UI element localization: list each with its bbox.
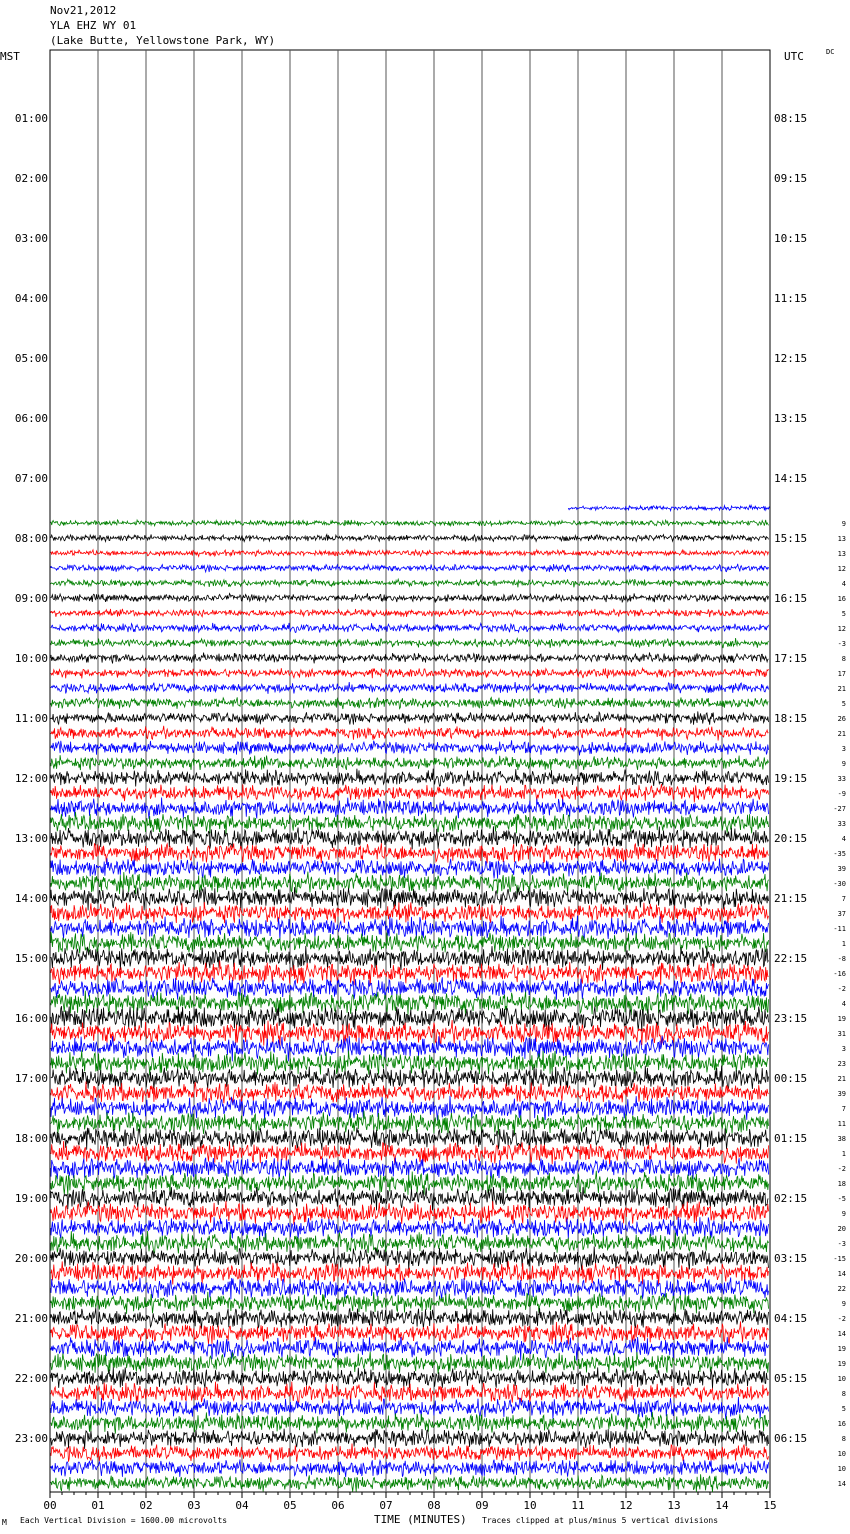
right-hour-label: 12:15 bbox=[774, 352, 808, 365]
left-hour-label: 10:00 bbox=[14, 652, 48, 665]
seismic-trace bbox=[51, 1082, 769, 1104]
right-hour-label: 06:15 bbox=[774, 1432, 808, 1445]
seismic-trace bbox=[51, 535, 769, 542]
trace-offset-label: -2 bbox=[837, 1315, 846, 1323]
left-hour-label: 16:00 bbox=[14, 1012, 48, 1025]
seismic-trace bbox=[51, 623, 769, 633]
trace-offset-label: 5 bbox=[841, 700, 846, 708]
trace-offset-label: -3 bbox=[837, 1240, 846, 1248]
seismic-trace bbox=[51, 609, 769, 617]
seismic-trace bbox=[51, 550, 769, 557]
trace-offset-label: -8 bbox=[837, 955, 846, 963]
trace-offset-label: 14 bbox=[837, 1480, 846, 1488]
trace-offset-label: 7 bbox=[841, 1105, 846, 1113]
trace-offset-label: 22 bbox=[837, 1285, 846, 1293]
seismic-trace bbox=[51, 652, 769, 663]
trace-offset-label: 4 bbox=[841, 835, 846, 843]
trace-offset-label: 1 bbox=[841, 940, 846, 948]
trace-offset-label: 33 bbox=[837, 775, 846, 783]
seismic-trace bbox=[51, 564, 769, 572]
right-hour-label: 11:15 bbox=[774, 292, 808, 305]
seismic-trace bbox=[51, 1352, 769, 1374]
trace-offset-label: 19 bbox=[837, 1015, 846, 1023]
trace-offset-label: 4 bbox=[841, 1000, 846, 1008]
seismic-trace bbox=[51, 1187, 769, 1210]
trace-offset-label: 3 bbox=[841, 1045, 846, 1053]
trace-offset-label: 23 bbox=[837, 1060, 846, 1068]
right-hour-label: 01:15 bbox=[774, 1132, 808, 1145]
x-tick-label: 08 bbox=[427, 1499, 441, 1512]
trace-offset-label: -16 bbox=[833, 970, 846, 978]
seismic-trace bbox=[51, 1066, 769, 1090]
right-hour-label: 18:15 bbox=[774, 712, 808, 725]
seismic-trace bbox=[51, 1382, 769, 1403]
seismic-trace bbox=[51, 1444, 769, 1463]
seismic-trace bbox=[51, 711, 769, 724]
left-hour-label: 20:00 bbox=[14, 1252, 48, 1265]
seismic-trace bbox=[51, 1278, 769, 1300]
trace-offset-label: 4 bbox=[841, 580, 846, 588]
trace-offset-label: 13 bbox=[837, 535, 846, 543]
right-hour-label: 19:15 bbox=[774, 772, 808, 785]
x-tick-label: 01 bbox=[91, 1499, 105, 1512]
trace-offset-label: 1 bbox=[841, 1150, 846, 1158]
trace-offset-label: -27 bbox=[833, 805, 846, 813]
trace-offset-label: 17 bbox=[837, 670, 846, 678]
x-tick-label: 03 bbox=[187, 1499, 201, 1512]
partial-trace bbox=[568, 505, 769, 511]
x-tick-label: 06 bbox=[331, 1499, 345, 1512]
seismic-trace bbox=[51, 1261, 769, 1285]
left-hour-label: 14:00 bbox=[14, 892, 48, 905]
right-hour-label: 21:15 bbox=[774, 892, 808, 905]
trace-offset-label: 9 bbox=[841, 1300, 846, 1308]
seismic-trace bbox=[51, 668, 769, 678]
clip-note: Traces clipped at plus/minus 5 vertical divisions bbox=[482, 1516, 719, 1525]
trace-offset-label: 33 bbox=[837, 820, 846, 828]
right-hour-label: 17:15 bbox=[774, 652, 808, 665]
trace-offset-label: 10 bbox=[837, 1465, 846, 1473]
trace-offset-label: 10 bbox=[837, 1450, 846, 1458]
right-hour-label: 13:15 bbox=[774, 412, 808, 425]
trace-offset-label: 12 bbox=[837, 565, 846, 573]
left-hour-label: 19:00 bbox=[14, 1192, 48, 1205]
seismic-trace bbox=[51, 520, 769, 526]
trace-offset-label: -30 bbox=[833, 880, 846, 888]
seismic-trace bbox=[51, 755, 769, 770]
trace-offset-label: 9 bbox=[841, 760, 846, 768]
left-hour-label: 04:00 bbox=[14, 292, 48, 305]
seismic-trace bbox=[51, 784, 769, 802]
x-tick-label: 15 bbox=[763, 1499, 777, 1512]
trace-offset-label: -5 bbox=[837, 1195, 846, 1203]
trace-offset-label: 39 bbox=[837, 1090, 846, 1098]
seismic-trace bbox=[51, 682, 769, 694]
seismic-trace bbox=[51, 1171, 769, 1195]
seismic-trace bbox=[51, 697, 769, 709]
trace-offset-label: 20 bbox=[837, 1225, 846, 1233]
seismic-trace bbox=[51, 872, 769, 894]
trace-offset-label: 8 bbox=[841, 655, 846, 663]
trace-offset-label: 19 bbox=[837, 1345, 846, 1353]
scale-note: Each Vertical Division = 1600.00 microvolts bbox=[20, 1516, 228, 1525]
left-timezone-label: MST bbox=[0, 50, 20, 63]
left-hour-label: 02:00 bbox=[14, 172, 48, 185]
trace-offset-label: 21 bbox=[837, 730, 846, 738]
x-tick-label: 12 bbox=[619, 1499, 633, 1512]
trace-offset-label: 38 bbox=[837, 1135, 846, 1143]
right-hour-label: 16:15 bbox=[774, 592, 808, 605]
seismic-trace bbox=[51, 902, 769, 923]
trace-offset-label: -15 bbox=[833, 1255, 846, 1263]
right-hour-label: 10:15 bbox=[774, 232, 808, 245]
trace-offset-label: -9 bbox=[837, 790, 846, 798]
x-tick-label: 04 bbox=[235, 1499, 249, 1512]
seismic-trace bbox=[51, 1412, 769, 1434]
trace-offset-label: -2 bbox=[837, 985, 846, 993]
x-tick-label: 07 bbox=[379, 1499, 393, 1512]
trace-offset-label: -35 bbox=[833, 850, 846, 858]
right-hour-label: 03:15 bbox=[774, 1252, 808, 1265]
right-hour-label: 14:15 bbox=[774, 472, 808, 485]
right-hour-label: 15:15 bbox=[774, 532, 808, 545]
trace-offset-label: -3 bbox=[837, 640, 846, 648]
logo-mark: M bbox=[2, 1518, 7, 1527]
seismic-trace bbox=[51, 1321, 769, 1344]
right-hour-label: 20:15 bbox=[774, 832, 808, 845]
right-hour-label: 09:15 bbox=[774, 172, 808, 185]
right-hour-label: 04:15 bbox=[774, 1312, 808, 1325]
seismic-trace bbox=[51, 826, 769, 849]
trace-offset-label: 11 bbox=[837, 1120, 846, 1128]
seismic-trace bbox=[51, 769, 769, 787]
x-tick-label: 00 bbox=[43, 1499, 57, 1512]
seismic-trace bbox=[51, 1474, 769, 1492]
trace-offset-label: 10 bbox=[837, 1375, 846, 1383]
seismic-trace bbox=[51, 916, 769, 940]
trace-offset-label: 16 bbox=[837, 1420, 846, 1428]
seismic-trace bbox=[51, 960, 769, 985]
right-hour-label: 22:15 bbox=[774, 952, 808, 965]
x-axis-title: TIME (MINUTES) bbox=[374, 1513, 467, 1526]
left-hour-label: 03:00 bbox=[14, 232, 48, 245]
left-hour-label: 12:00 bbox=[14, 772, 48, 785]
right-hour-label: 00:15 bbox=[774, 1072, 808, 1085]
trace-offset-label: 3 bbox=[841, 745, 846, 753]
seismic-trace bbox=[51, 638, 769, 648]
x-tick-label: 02 bbox=[139, 1499, 153, 1512]
left-hour-label: 01:00 bbox=[14, 112, 48, 125]
seismic-trace bbox=[51, 1020, 769, 1046]
trace-offset-label: 19 bbox=[837, 1360, 846, 1368]
left-hour-label: 18:00 bbox=[14, 1132, 48, 1145]
x-tick-label: 11 bbox=[571, 1499, 585, 1512]
x-tick-label: 10 bbox=[523, 1499, 537, 1512]
left-hour-label: 05:00 bbox=[14, 352, 48, 365]
trace-offset-label: 26 bbox=[837, 715, 846, 723]
seismic-trace bbox=[51, 1337, 769, 1360]
trace-offset-label: 8 bbox=[841, 1390, 846, 1398]
station-location: (Lake Butte, Yellowstone Park, WY) bbox=[50, 34, 276, 47]
left-hour-label: 09:00 bbox=[14, 592, 48, 605]
left-hour-label: 08:00 bbox=[14, 532, 48, 545]
trace-offset-label: 14 bbox=[837, 1330, 846, 1338]
trace-offset-label: 8 bbox=[841, 1435, 846, 1443]
trace-offset-label: 16 bbox=[837, 595, 846, 603]
seismic-trace bbox=[51, 798, 769, 819]
trace-offset-label: 39 bbox=[837, 865, 846, 873]
left-hour-label: 22:00 bbox=[14, 1372, 48, 1385]
trace-offset-label: 37 bbox=[837, 910, 846, 918]
left-hour-label: 06:00 bbox=[14, 412, 48, 425]
seismic-trace bbox=[51, 579, 769, 587]
right-hour-label: 02:15 bbox=[774, 1192, 808, 1205]
left-hour-label: 11:00 bbox=[14, 712, 48, 725]
trace-offset-label: 31 bbox=[837, 1030, 846, 1038]
left-hour-label: 07:00 bbox=[14, 472, 48, 485]
right-hour-label: 05:15 bbox=[774, 1372, 808, 1385]
trace-offset-label: 7 bbox=[841, 895, 846, 903]
left-hour-label: 13:00 bbox=[14, 832, 48, 845]
trace-offset-label: 9 bbox=[841, 1210, 846, 1218]
trace-offset-label: 9 bbox=[841, 520, 846, 528]
seismic-trace bbox=[51, 593, 769, 602]
station-id: YLA EHZ WY 01 bbox=[50, 19, 137, 32]
dc-tag: DC bbox=[826, 48, 835, 56]
right-hour-label: 23:15 bbox=[774, 1012, 808, 1025]
left-hour-label: 17:00 bbox=[14, 1072, 48, 1085]
trace-offset-label: 21 bbox=[837, 1075, 846, 1083]
x-tick-label: 09 bbox=[475, 1499, 489, 1512]
x-tick-label: 05 bbox=[283, 1499, 297, 1512]
trace-offset-label: 18 bbox=[837, 1180, 846, 1188]
left-hour-label: 23:00 bbox=[14, 1432, 48, 1445]
left-hour-label: 21:00 bbox=[14, 1312, 48, 1325]
x-tick-label: 14 bbox=[715, 1499, 729, 1512]
seismic-trace bbox=[51, 1111, 769, 1135]
seismic-trace bbox=[51, 812, 769, 834]
x-tick-label: 13 bbox=[667, 1499, 681, 1512]
record-date: Nov21,2012 bbox=[50, 4, 117, 17]
trace-offset-label: 21 bbox=[837, 685, 846, 693]
trace-offset-label: 14 bbox=[837, 1270, 846, 1278]
right-hour-label: 08:15 bbox=[774, 112, 808, 125]
right-timezone-label: UTC bbox=[784, 50, 804, 63]
seismic-traces bbox=[51, 505, 769, 1492]
seismic-trace bbox=[51, 740, 769, 755]
seismic-trace bbox=[51, 1308, 769, 1329]
left-hour-label: 15:00 bbox=[14, 952, 48, 965]
trace-offset-label: -2 bbox=[837, 1165, 846, 1173]
trace-offset-label: 12 bbox=[837, 625, 846, 633]
seismic-trace bbox=[51, 1201, 769, 1225]
trace-offset-label: 5 bbox=[841, 610, 846, 618]
seismic-trace bbox=[51, 1429, 769, 1449]
trace-offset-label: 5 bbox=[841, 1405, 846, 1413]
seismic-trace bbox=[51, 726, 769, 741]
trace-offset-label: -11 bbox=[833, 925, 846, 933]
seismic-trace bbox=[51, 1459, 769, 1477]
trace-offset-label: 13 bbox=[837, 550, 846, 558]
